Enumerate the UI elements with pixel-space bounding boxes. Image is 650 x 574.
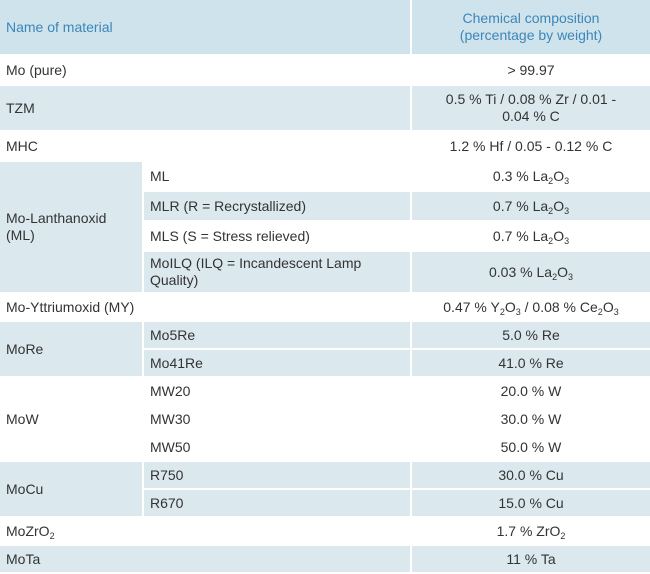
- material-name: MW50: [143, 433, 411, 461]
- material-composition: 30.0 % Cu: [411, 461, 650, 489]
- material-composition: 1.7 % ZrO$_2$: [411, 517, 650, 545]
- material-composition: 0.47 % $Y_2O_3 / 0.08$ % $Ce_2O_3$: [411, 293, 650, 321]
- material-name: R750: [143, 461, 411, 489]
- table-row: [0, 85, 650, 131]
- material-name: ML: [143, 161, 411, 191]
- material-composition: 0.5 % Ti / 0.08 % Zr / 0.01 - 0.04 % C: [411, 85, 650, 131]
- material-composition: 41.0 % Re: [411, 349, 650, 377]
- material-name: TZM: [0, 85, 411, 131]
- group-name: MoRe: [0, 321, 143, 377]
- table-row: [0, 545, 650, 573]
- material-composition: 50.0 % W: [411, 433, 650, 461]
- table-row: [0, 377, 650, 405]
- header-name: Name of material: [0, 0, 411, 55]
- material-composition: 30.0 % W: [411, 405, 650, 433]
- table-row: [0, 293, 650, 321]
- table-row: [0, 55, 650, 85]
- material-name: MLR (R = Recrystallized): [143, 191, 411, 221]
- material-name: R670: [143, 489, 411, 517]
- material-name: MW20: [143, 377, 411, 405]
- table-row: [0, 161, 650, 191]
- header-composition: Chemical composition (percentage by weight): [411, 0, 650, 55]
- material-name: Mo5Re: [143, 321, 411, 349]
- material-name: MoZrO$_2$: [0, 517, 411, 545]
- table-row: [0, 461, 650, 489]
- material-composition: 0.7 % $La_2O_3$: [411, 221, 650, 251]
- material-name: MoILQ (ILQ = Incandescent Lamp Quality): [143, 251, 411, 293]
- material-composition: 0.3 % $La_2O_3$: [411, 161, 650, 191]
- material-name: MoTa: [0, 545, 411, 573]
- material-name: Mo41Re: [143, 349, 411, 377]
- table-row: [0, 131, 650, 161]
- header-row: [0, 0, 650, 55]
- group-name: Mo-Lanthanoxid (ML): [0, 161, 143, 293]
- material-composition: > 99.97: [411, 55, 650, 85]
- material-name: MLS (S = Stress relieved): [143, 221, 411, 251]
- material-name: Mo-Yttriumoxid (MY): [0, 293, 411, 321]
- material-composition: 5.0 % Re: [411, 321, 650, 349]
- group-name: MoW: [0, 377, 143, 461]
- material-composition: 15.0 % Cu: [411, 489, 650, 517]
- table-row: [0, 517, 650, 545]
- material-composition: 20.0 % W: [411, 377, 650, 405]
- material-composition: 0.7 % $La_2O_3$: [411, 191, 650, 221]
- material-composition: 1.2 % Hf / 0.05 - 0.12 % C: [411, 131, 650, 161]
- table-row: [0, 321, 650, 349]
- material-composition: 11 % Ta: [411, 545, 650, 573]
- material-name: MHC: [0, 131, 411, 161]
- material-composition: 0.03 % $La_2O_3$: [411, 251, 650, 293]
- group-name: MoCu: [0, 461, 143, 517]
- material-name: MW30: [143, 405, 411, 433]
- material-name: Mo (pure): [0, 55, 411, 85]
